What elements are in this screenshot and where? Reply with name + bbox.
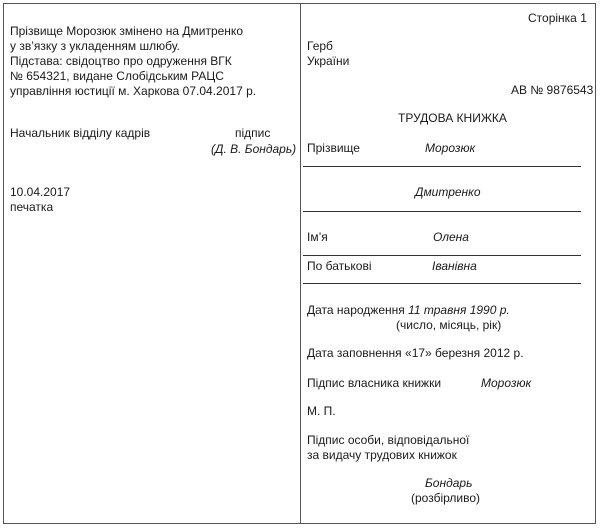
surname-change-note-line-1: Прізвище Морозюк змінено на Дмитренко [10,24,243,38]
owner-signature-value: Морозюк [481,376,532,390]
new-surname-value: Дмитренко [415,185,481,199]
birth-date-field [307,303,510,318]
page-divider [300,4,301,523]
new-surname-underline [303,211,581,212]
book-title: ТРУДОВА КНИЖКА [398,111,507,125]
name-label: Ім’я [307,230,328,244]
stamp-label: печатка [10,200,54,214]
responsible-person-line-1: Підпис особи, відповідальної [307,433,470,447]
name-underline [303,255,581,256]
stamp-place: М. П. [307,404,336,418]
surname-label: Прізвище [307,141,360,155]
head-hr-label: Начальник відділу кадрів [10,126,151,140]
patronymic-value: Іванівна [432,259,477,273]
responsible-signature-hint: (розбірливо) [411,491,480,505]
surname-underline [303,166,581,167]
patronymic-label: По батькові [307,259,372,273]
birth-date-hint: (число, місяць, рік) [396,318,502,332]
surname-change-note-line-2: у зв’язку з укладенням шлюбу. [10,39,180,53]
signature-label: підпис [235,126,271,140]
page-number: Сторінка 1 [528,11,587,25]
series-number: АВ № 9876543 [511,83,594,97]
responsible-signature-value: Бондарь [425,476,473,490]
owner-signature-label: Підпис власника книжки [307,376,442,390]
patronymic-underline [303,283,581,284]
birth-date-value: 11 травня 1990 р. [408,303,510,317]
emblem-line-2: України [307,54,350,68]
record-date: 10.04.2017 [10,185,71,199]
fill-date: Дата заповнення «17» березня 2012 р. [307,346,524,360]
surname-value: Морозюк [425,141,476,155]
birth-date-label: Дата народження [307,303,405,317]
signature-name: (Д. В. Бондарь) [211,142,297,156]
surname-change-note-line-5: управління юстиції м. Харкова 07.04.2017 р. [10,84,257,98]
responsible-person-line-2: за видачу трудових книжок [307,448,457,462]
emblem-line-1: Герб [307,39,333,53]
name-value: Олена [433,230,469,244]
surname-change-note-line-4: № 654321, видане Слобідським РАЦС [10,69,224,83]
surname-change-note-line-3: Підстава: свідоцтво про одруження ВГК [10,54,232,68]
